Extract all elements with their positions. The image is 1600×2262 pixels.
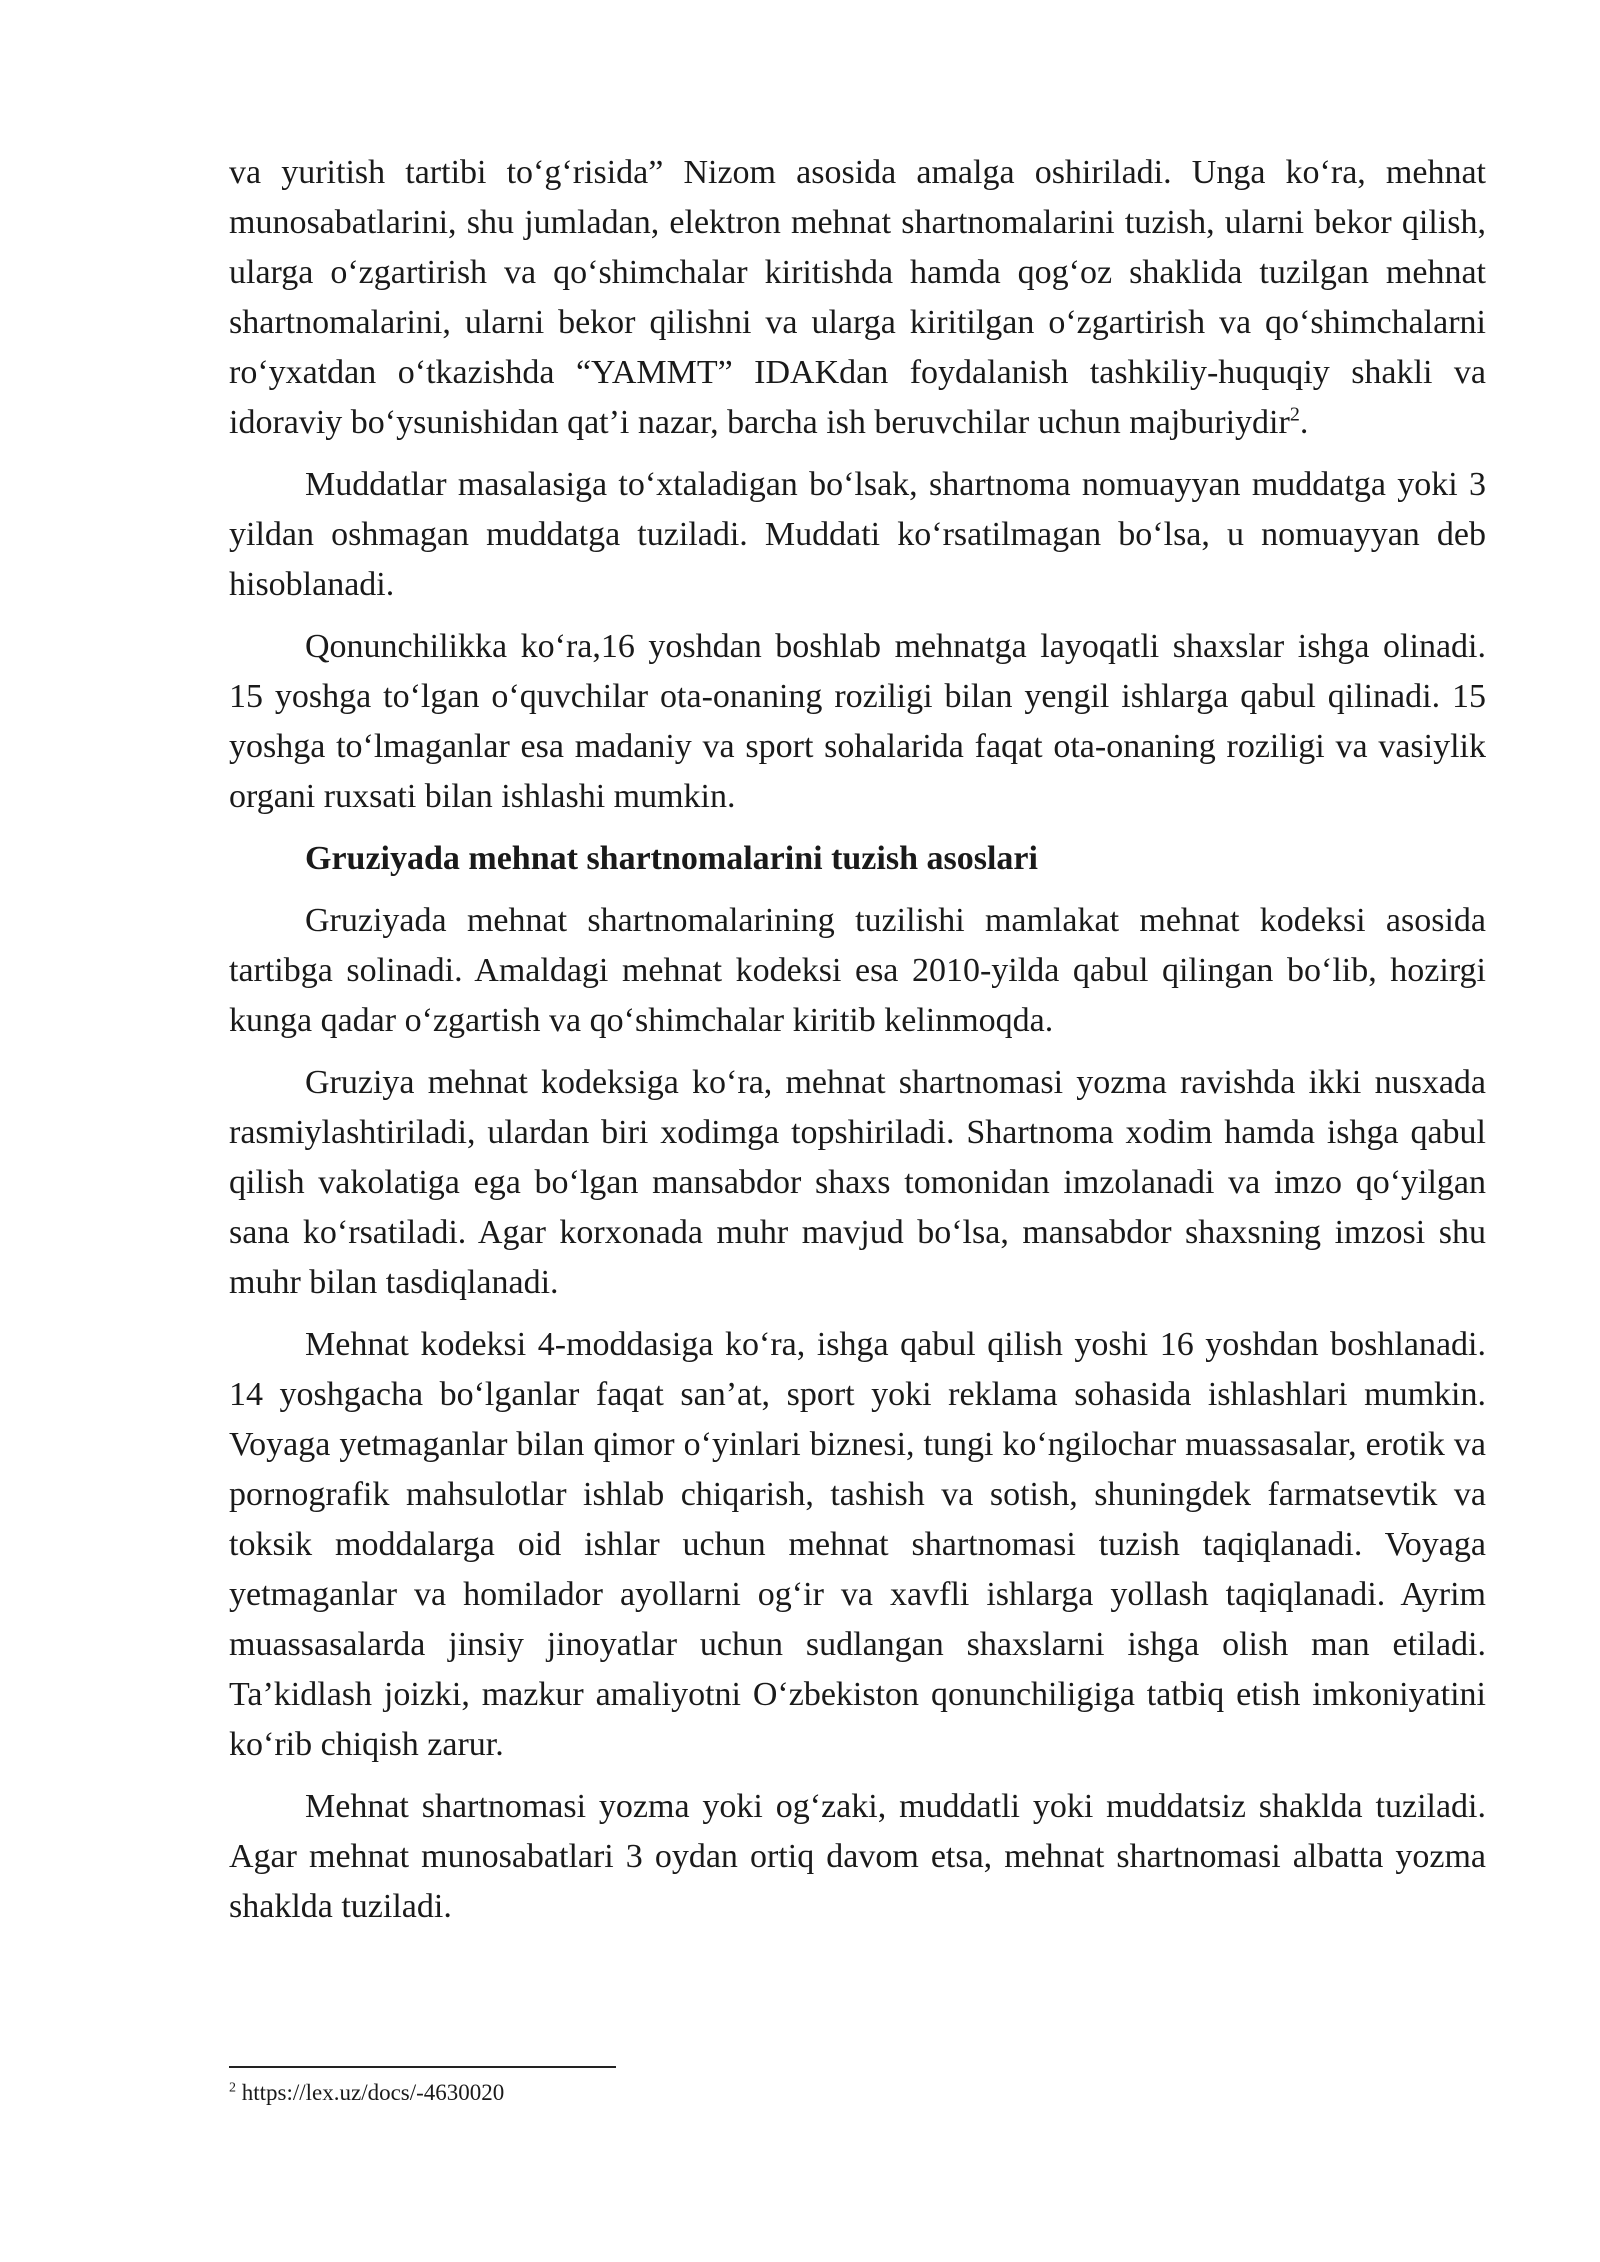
- section-heading: Gruziyada mehnat shartnomalarini tuzish asoslari: [305, 840, 1038, 877]
- paragraph-6: Mehnat kodeksi 4-moddasiga ko‘ra, ishga qabul qilish yoshi 16 yoshdan boshlanadi. 14 yoshgacha bo‘lganlar faqat san’at, sport yoki reklama sohasida ishlashlari mumkin. Voyaga yetmaganlar bilan qimor o‘yinlari biznesi, tungi ko‘ngilochar muassasalar, erotik va pornografik mahsulotlar ishlab chiqarish, tashish va sotish, shuningdek farmatsevtik va toksik moddalarga oid ishlar uchun mehnat shartnomasi tuzish taqiqlanadi. Voyaga yetmaganlar va homilador ayollarni og‘ir va xavfli ishlarga yollash taqiqlanadi. Ayrim muassasalarda jinsiy jinoyatlar uchun sudlangan shaxslarni ishga olish man etiladi. Ta’kidlash joizki, mazkur amaliyotni O‘zbekiston qonunchiligiga tatbiq etish imkoniyatini ko‘rib chiqish zarur.: [229, 1326, 1486, 1763]
- paragraph-3: Qonunchilikka ko‘ra,16 yoshdan boshlab mehnatga layoqatli shaxslar ishga olinadi. 15 yoshga to‘lgan o‘quvchilar ota-onaning roziligi bilan yengil ishlarga qabul qilinadi. 15 yoshga to‘lmaganlar esa madaniy va sport sohalarida faqat ota-onaning roziligi va vasiylik organi ruxsati bilan ishlashi mumkin.: [229, 628, 1486, 815]
- footnote: [229, 2078, 504, 2108]
- paragraph-7: Mehnat shartnomasi yozma yoki og‘zaki, muddatli yoki muddatsiz shaklda tuziladi. Agar mehnat munosabatlari 3 oydan ortiq davom etsa, mehnat shartnomasi albatta yozma shaklda tuziladi.: [229, 1788, 1486, 1925]
- paragraph-2: Muddatlar masalasiga to‘xtaladigan bo‘lsak, shartnoma nomuayyan muddatga yoki 3 yildan oshmagan muddatga tuziladi. Muddati ko‘rsatilmagan bo‘lsa, u nomuayyan deb hisoblanadi.: [229, 466, 1486, 603]
- document-body: [229, 148, 1486, 1944]
- paragraph-5: Gruziya mehnat kodeksiga ko‘ra, mehnat shartnomasi yozma ravishda ikki nusxada rasmiylashtiriladi, ulardan biri xodimga topshiriladi. Shartnoma xodim hamda ishga qabul qilish vakolatiga ega bo‘lgan mansabdor shaxs tomonidan imzolanadi va imzo qo‘yilgan sana ko‘rsatiladi. Agar korxonada muhr mavjud bo‘lsa, mansabdor shaxsning imzosi shu muhr bilan tasdiqlanadi.: [229, 1064, 1486, 1301]
- footnote-ref[interactable]: 2: [1289, 403, 1300, 426]
- paragraph-4: Gruziyada mehnat shartnomalarining tuzilishi mamlakat mehnat kodeksi asosida tartibga solinadi. Amaldagi mehnat kodeksi esa 2010-yilda qabul qilingan bo‘lib, hozirgi kunga qadar o‘zgartish va qo‘shimchalar kiritib kelinmoqda.: [229, 902, 1486, 1039]
- footnote-link[interactable]: https://lex.uz/docs/-4630020: [241, 2080, 505, 2105]
- footnote-number: 2: [229, 2080, 236, 2096]
- paragraph-1: va yuritish tartibi to‘g‘risida” Nizom asosida amalga oshiriladi. Unga ko‘ra, mehnat munosabatlarini, shu jumladan, elektron mehnat shartnomalarini tuzish, ularni bekor qilish, ularga o‘zgartirish va qo‘shimchalar kiritishda hamda qog‘oz shaklida tuzilgan mehnat shartnomalarini, ularni bekor qilishni va ularga kiritilgan o‘zgartirish va qo‘shimchalarni ro‘yxatdan o‘tkazishda “YAMMT” IDAKdan foydalanish tashkiliy-huquqiy shakli va idoraviy bo‘ysunishidan qat’i nazar, barcha ish beruvchilar uchun majburiydir$^2$.: [229, 154, 1486, 441]
- footnote-separator: [229, 2066, 616, 2068]
